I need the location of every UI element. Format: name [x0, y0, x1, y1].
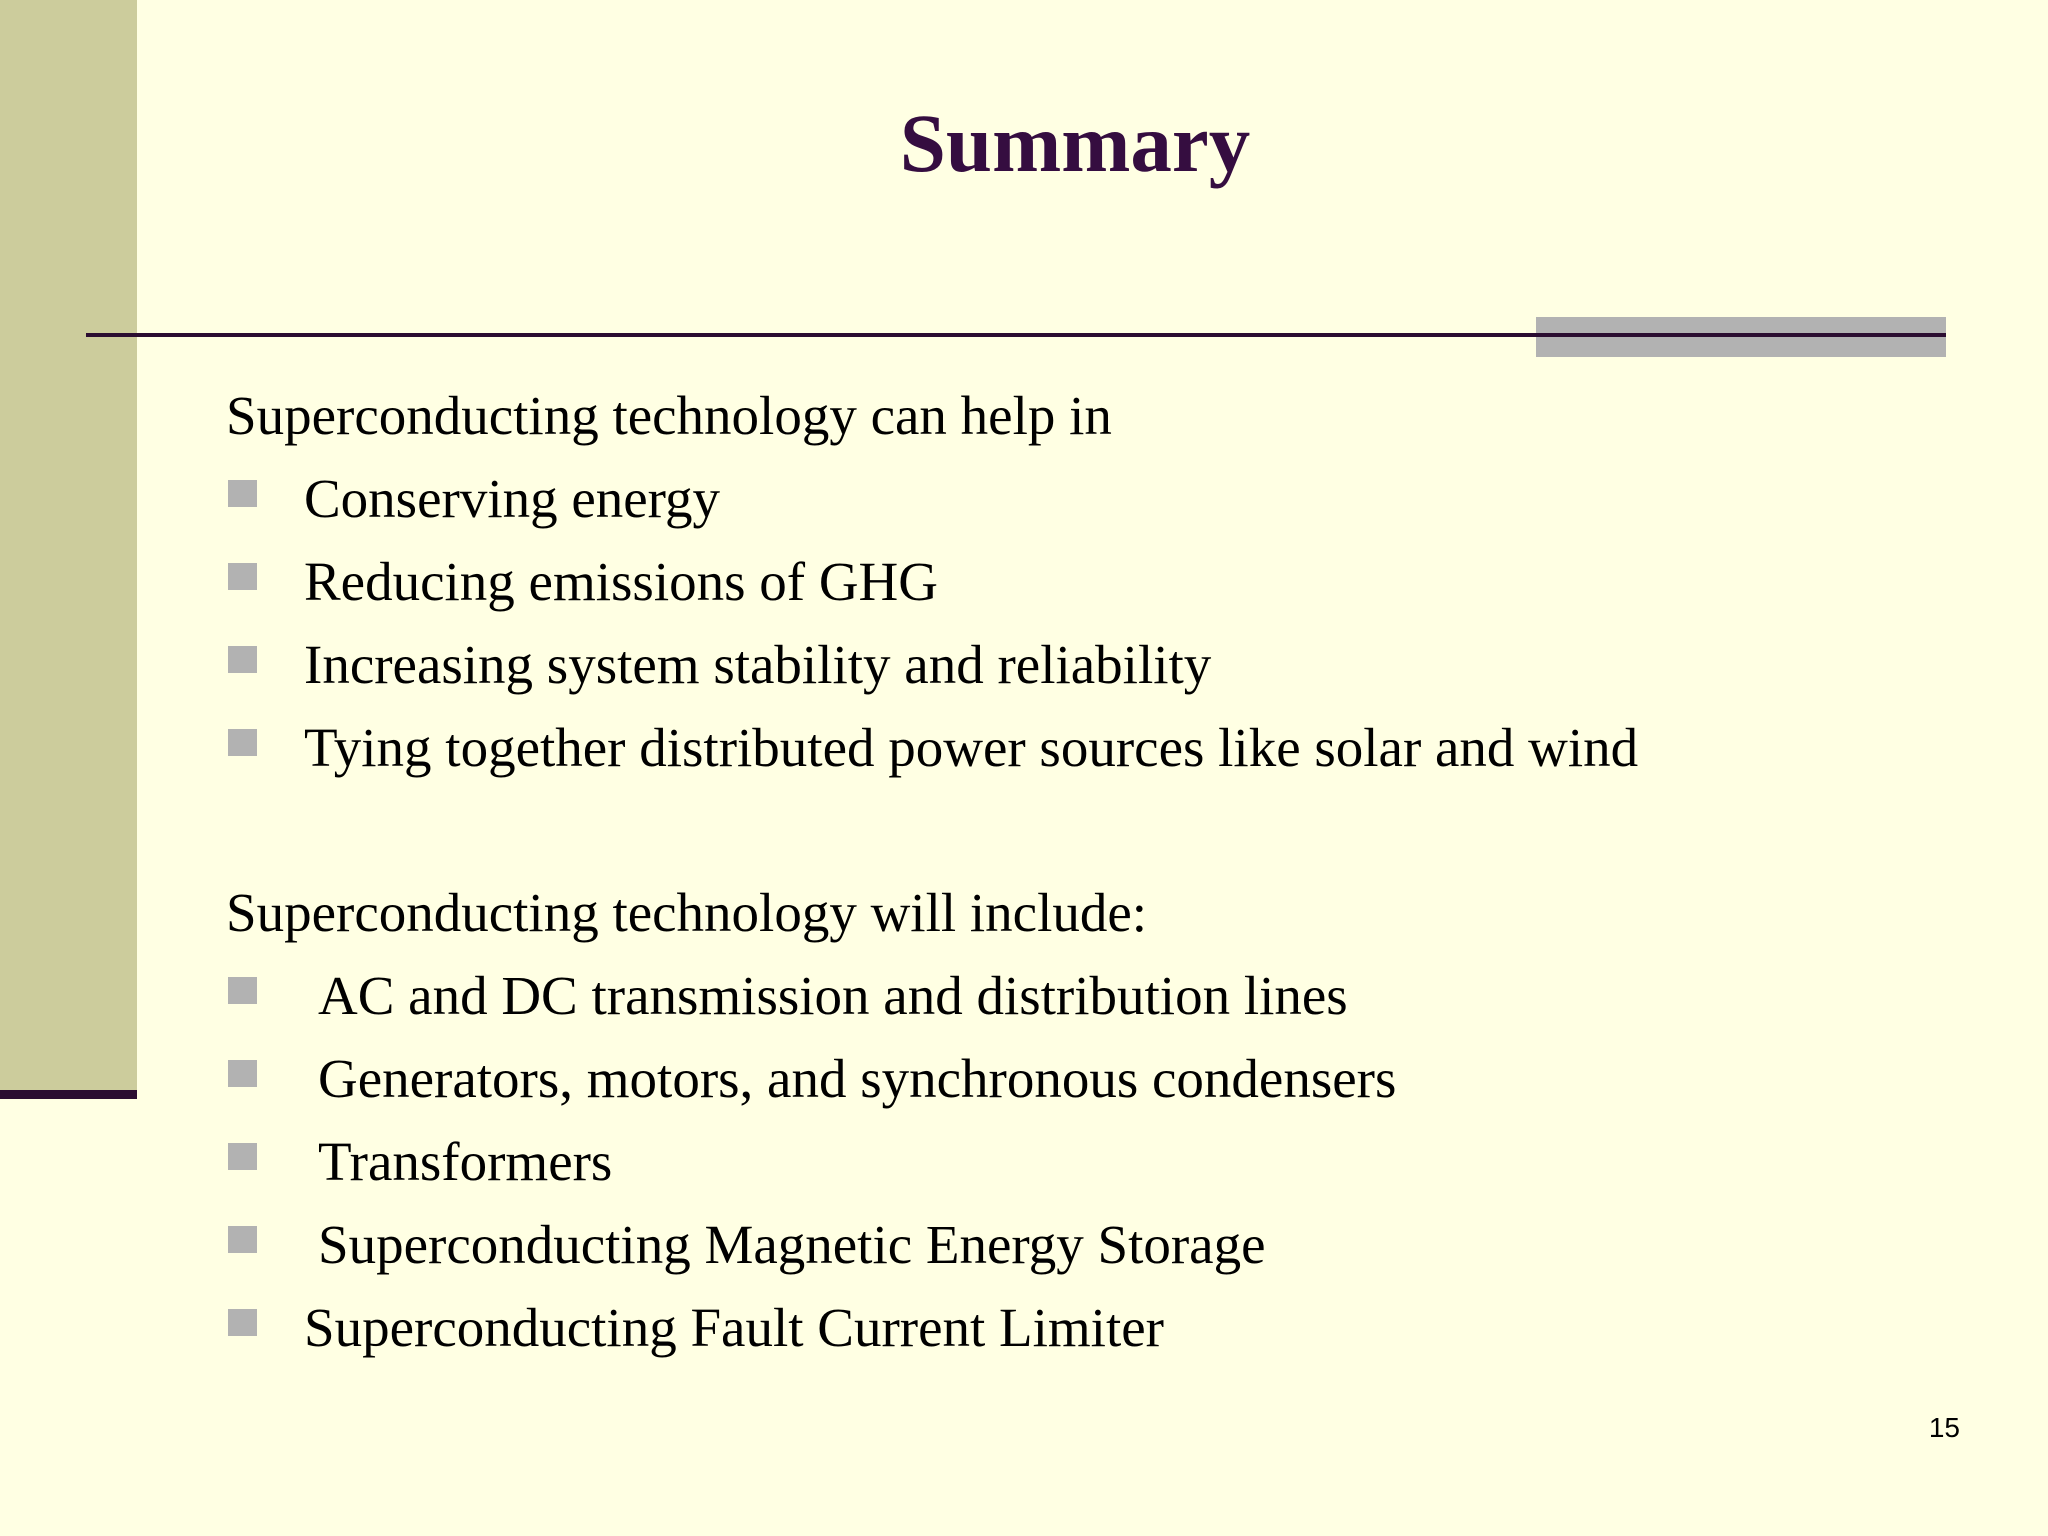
list-item [226, 623, 2006, 706]
list-item [226, 1286, 2006, 1369]
section-2-list [226, 954, 2006, 1369]
square-bullet-icon [228, 1309, 257, 1336]
list-item-text: Reducing emissions of GHG [304, 551, 938, 612]
left-decorative-band [0, 0, 137, 1092]
list-item [226, 954, 2006, 1037]
square-bullet-icon [228, 1060, 257, 1087]
list-item [226, 706, 2006, 789]
square-bullet-icon [228, 480, 257, 507]
list-item [226, 1120, 2006, 1203]
section-2-lead: Superconducting technology will include: [226, 882, 1148, 943]
square-bullet-icon [228, 563, 257, 590]
title-rule-gray-block [1536, 317, 1946, 357]
square-bullet-icon [228, 1226, 257, 1253]
section-1-list [226, 457, 2006, 789]
slide-title: Summary [899, 97, 1251, 189]
page-number: 15 [1928, 1412, 1960, 1443]
list-item [226, 1203, 2006, 1286]
list-item [226, 457, 2006, 540]
square-bullet-icon [228, 729, 257, 756]
list-item-text: Transformers [318, 1131, 613, 1192]
list-item-text: Conserving energy [304, 468, 720, 529]
list-item-text: Increasing system stability and reliability [304, 634, 1212, 695]
list-item-text: Tying together distributed power sources like solar and wind [304, 717, 1639, 778]
list-item-text: AC and DC transmission and distribution lines [318, 965, 1348, 1026]
list-item-text: Generators, motors, and synchronous condensers [318, 1048, 1397, 1109]
list-item [226, 540, 2006, 623]
title-rule-line [86, 333, 1946, 337]
left-band-accent-line [0, 1090, 137, 1099]
slide-body [226, 374, 2006, 1369]
square-bullet-icon [228, 1143, 257, 1170]
list-item [226, 1037, 2006, 1120]
section-spacer [226, 789, 2006, 871]
square-bullet-icon [228, 646, 257, 673]
square-bullet-icon [228, 977, 257, 1004]
list-item-text: Superconducting Fault Current Limiter [304, 1297, 1164, 1358]
section-1-lead: Superconducting technology can help in [226, 385, 1112, 446]
list-item-text: Superconducting Magnetic Energy Storage [318, 1214, 1266, 1275]
